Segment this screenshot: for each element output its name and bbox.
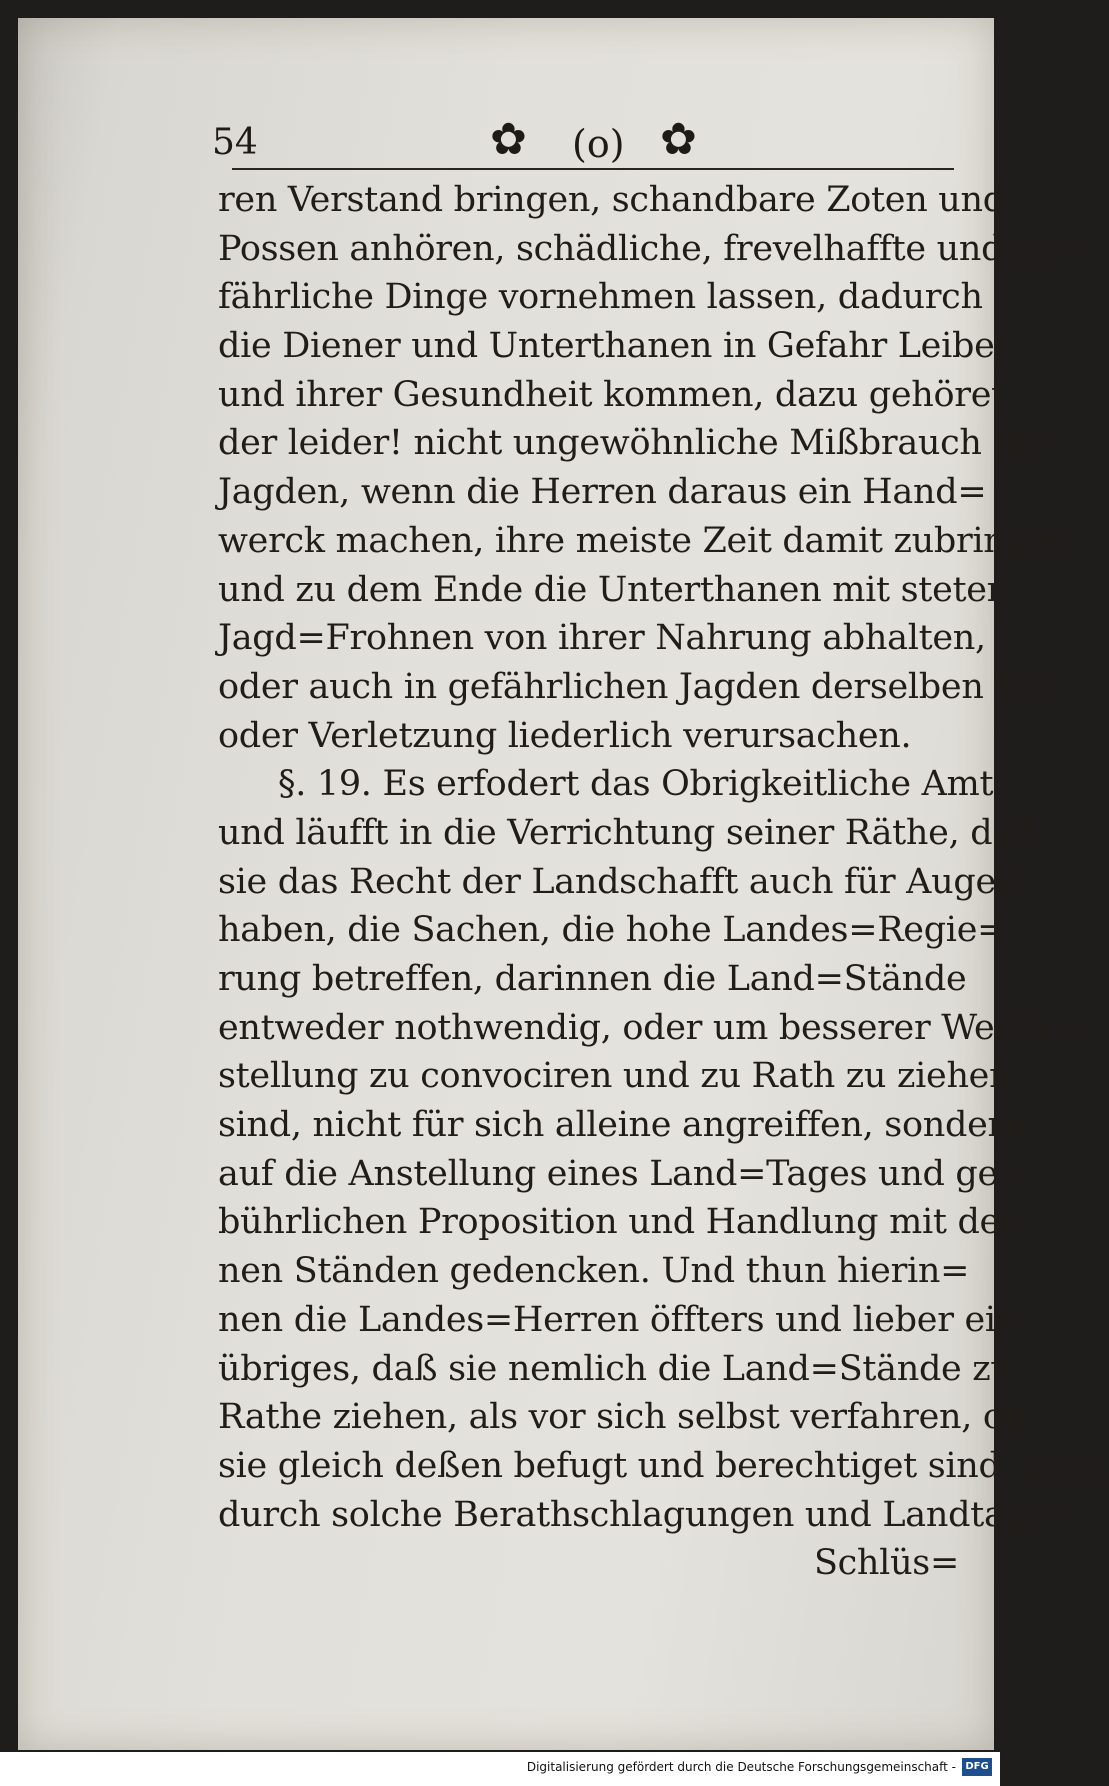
text-line: sie gleich deßen befugt und berechtiget sind, denn [218,1445,1109,1486]
text-line: werck machen, ihre meiste Zeit damit zubringen [218,520,1071,561]
text-line: sie das Recht der Landschafft auch für Augen [218,861,1019,902]
text-line: nen Ständen gedencken. Und thun hierin= [218,1251,970,1292]
book-page [18,18,1109,1750]
text-line: übriges, daß sie nemlich die Land=Stände zu [218,1348,1013,1389]
text-line: oder Verletzung liederlich verursachen. [218,715,912,756]
text-line: rung betreffen, darinnen die Land=Stände [218,959,967,999]
text-line: bührlichen Proposition und Handlung mit de= [218,1202,1029,1243]
text-line: auf die Anstellung eines Land=Tages und ge= [218,1153,1027,1194]
text-line: ren Verstand bringen, schandbare Zoten und [218,180,1005,220]
flower-ornament-icon: ✿ [660,114,697,165]
paragraph-start-line: §. 19. Es erfodert das Obrigkeitliche Amt [278,764,994,805]
text-line: der leider! nicht ungewöhnliche Mißbrauch der [218,423,1052,464]
text-line: Possen anhören, schädliche, frevelhaffte und ge= [218,228,1086,269]
text-line: haben, die Sachen, die hohe Landes=Regie= [218,910,1007,951]
text-line: stellung zu convociren und zu Rath zu ziehen [218,1056,1012,1097]
text-line: nen die Landes=Herren öffters und lieber ein [218,1299,1019,1340]
text-line: durch solche Berathschlagungen und Landtags= [218,1494,1074,1535]
text-line: entweder nothwendig, oder um besserer Werck= [218,1007,1081,1048]
text-line: fährliche Dinge vornehmen lassen, dadurch [218,277,983,318]
digitization-footer [0,1752,1000,1786]
text-line: und ihrer Gesundheit kommen, dazu gehöret [218,374,1005,415]
text-line: Jagden, wenn die Herren daraus ein Hand= [218,472,987,513]
text-line: und zu dem Ende die Unterthanen mit steten [218,569,1009,610]
text-line: oder auch in gefährlichen Jagden derselben Tod [218,666,1058,707]
header-rule [232,168,954,170]
page-body [218,176,1109,1588]
flower-ornament-icon: ✿ [490,114,527,165]
page-number: 54 [212,122,258,163]
text-line: und läufft in die Verrichtung seiner Räthe, daß [218,812,1036,853]
funding-notice: Digitalisierung gefördert durch die Deutsche Forschungsgemeinschaft - [526,1760,956,1774]
text-line: die Diener und Unterthanen in Gefahr Leibes [218,326,1013,367]
text-line: sind, nicht für sich alleine angreiffen, sondern [218,1105,1027,1146]
text-line: Jagd=Frohnen von ihrer Nahrung abhalten, [218,618,986,659]
page-header [212,110,962,170]
catchword: Schlüs= [813,1543,959,1584]
dfg-logo-icon: DFG [962,1758,992,1776]
text-line: Rathe ziehen, als vor sich selbst verfahren, ob [218,1397,1026,1438]
header-ornament-text: (o) [572,122,625,166]
